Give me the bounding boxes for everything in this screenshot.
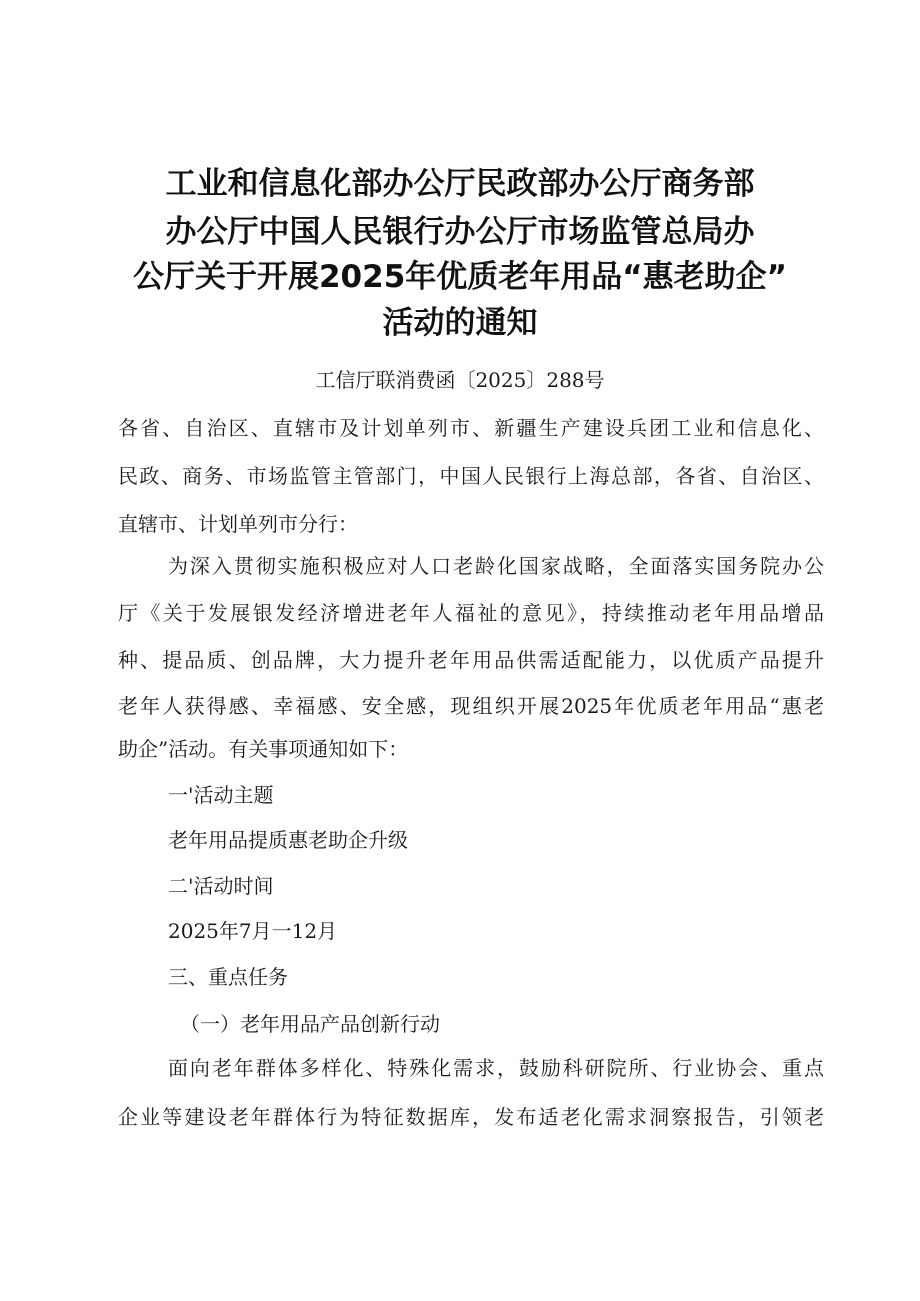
subsection-1-paragraph-line: 企业等建设老年群体行为特征数据库，发布适老化需求洞察报告，引领老: [118, 1105, 824, 1129]
section-2-heading: 二'活动时间: [168, 874, 274, 898]
document-title-line-2: 办公厅中国人民银行办公厅市场监管总局办: [165, 214, 755, 250]
intro-paragraph-line: 助企”活动。有关事项通知如下：: [118, 737, 409, 761]
addressee-line: 直辖市、计划单列市分行：: [118, 512, 358, 536]
section-2-body: 2025年7月一12月: [168, 919, 338, 943]
intro-paragraph-line: 种、提品质、创品牌，大力提升老年用品供需适配能力，以优质产品提升: [118, 648, 824, 672]
intro-paragraph-line: 老年人获得感、幸福感、安全感，现组织开展2025年优质老年用品“惠老: [118, 694, 824, 718]
section-1-body: 老年用品提质惠老助企升级: [168, 828, 408, 852]
section-3-heading: 三、重点任务: [168, 965, 288, 989]
document-number: 工信厅联消费函〔2025〕288号: [315, 368, 605, 392]
addressee-line: 各省、自治区、直辖市及计划单列市、新疆生产建设兵团工业和信息化、: [118, 416, 824, 440]
subsection-1-heading: （一）老年用品产品创新行动: [180, 1012, 440, 1036]
addressee-line: 民政、商务、市场监管主管部门，中国人民银行上海总部，各省、自治区、: [118, 464, 824, 488]
document-title-line-1: 工业和信息化部办公厅民政部办公厅商务部: [165, 166, 755, 202]
intro-paragraph-line: 为深入贯彻实施积极应对人口老龄化国家战略，全面落实国务院办公: [168, 554, 824, 578]
document-title-line-3: 公厅关于开展2025年优质老年用品“惠老助企”: [132, 259, 788, 295]
document-title-line-4: 活动的通知: [382, 305, 538, 341]
intro-paragraph-line: 厅《关于发展银发经济增进老年人福祉的意见》，持续推动老年用品增品: [118, 601, 824, 625]
subsection-1-paragraph-line: 面向老年群体多样化、特殊化需求，鼓励科研院所、行业协会、重点: [168, 1056, 824, 1080]
section-1-heading: 一'活动主题: [168, 783, 274, 807]
